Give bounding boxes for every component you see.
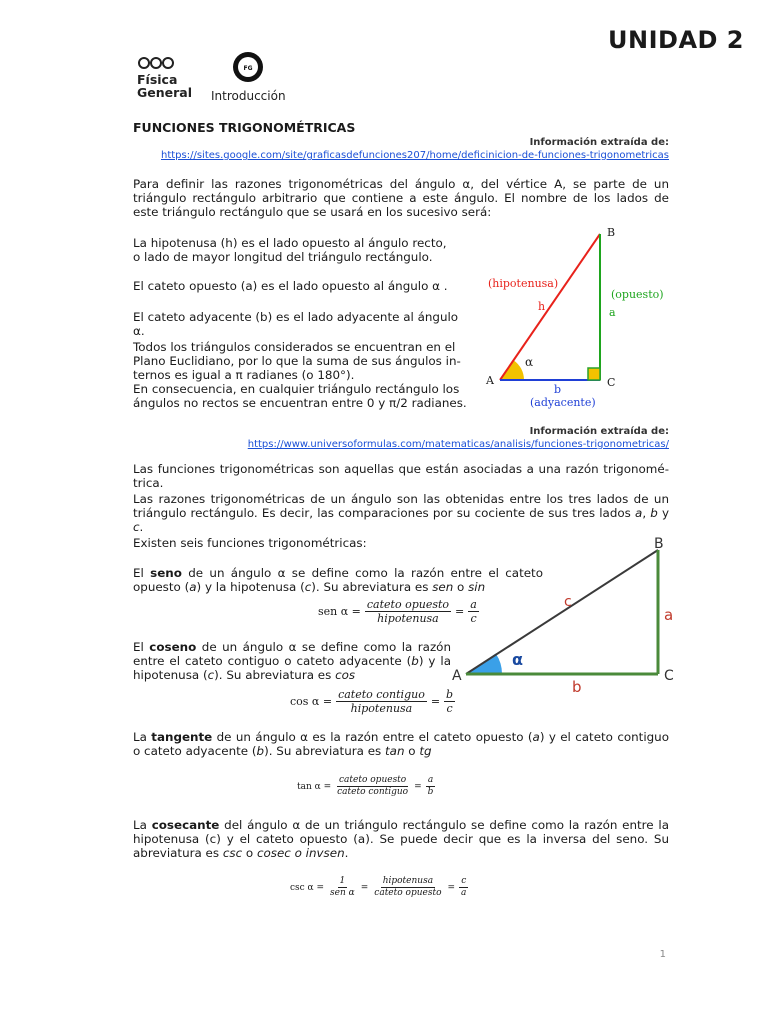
- equals: =: [430, 694, 441, 708]
- denominator: b: [427, 787, 434, 797]
- var: a: [532, 730, 540, 744]
- text: o: [242, 846, 257, 860]
- formula-lhs: tan α =: [297, 781, 332, 792]
- abbr: tg: [419, 744, 432, 758]
- denominator: sen α: [330, 888, 355, 898]
- sep: .: [139, 520, 144, 534]
- coseno-formula: [290, 688, 455, 715]
- denominator: hipotenusa: [377, 612, 439, 625]
- source-label-2: Información extraída de:: [529, 426, 669, 437]
- text: de un ángulo α es la razón entre el cateto opuesto (: [212, 730, 533, 744]
- alpha-label: α: [525, 355, 534, 369]
- formula-lhs: sen α =: [318, 604, 361, 618]
- euclid-line: ángulos no rectos se encuentran entre 0 y π/2 radianes.: [133, 396, 467, 410]
- numerator: cateto opuesto: [339, 775, 407, 785]
- denominator: c: [446, 702, 453, 715]
- text: La: [133, 730, 152, 744]
- euclid-line: Plano Euclidiano, por lo que la suma de sus ángulos in-: [133, 354, 461, 368]
- formula-lhs: csc α =: [290, 882, 325, 893]
- logo-line-2: General: [137, 85, 192, 100]
- denominator: c: [470, 612, 477, 625]
- text: El: [133, 640, 150, 654]
- triangle-figure-2: [452, 534, 682, 698]
- hipotenusa-line-2: o lado de mayor longitud del triángulo rectángulo.: [133, 250, 433, 264]
- euclid-line: ternos es igual a π radianes (o 180°).: [133, 368, 355, 382]
- function-name: coseno: [149, 640, 197, 654]
- page-number: 1: [659, 949, 666, 960]
- denominator: cateto opuesto: [374, 888, 442, 898]
- hypotenuse-line: [466, 550, 658, 674]
- right-angle-mark: [588, 368, 600, 380]
- text: de un ángulo α se define como la razón entre el cateto opuesto (: [133, 566, 543, 594]
- opposite-letter: a: [609, 306, 616, 319]
- euclid-line: En consecuencia, en cualquier triángulo rectángulo los: [133, 382, 460, 396]
- def-text: Las razones trigonométricas de un ángulo son las obtenidas entre los tres lados de un triángulo rectángulo. Es decir, las comparaciones por su cociente de sus tres lados: [133, 492, 669, 520]
- equals: =: [360, 882, 369, 893]
- cosecante-definition: [133, 818, 669, 860]
- unit-title: UNIDAD 2: [608, 26, 744, 54]
- text: ). Su abreviatura es: [214, 668, 336, 682]
- hipotenusa-line-1: La hipotenusa (h) es el lado opuesto al ángulo recto,: [133, 236, 447, 250]
- abbr: tan: [385, 744, 405, 758]
- side-a-label: a: [664, 606, 674, 624]
- denominator: a: [461, 888, 467, 898]
- side-c-label: c: [564, 594, 572, 610]
- definition-paragraph-2: [133, 492, 669, 534]
- cosecante-formula: [290, 876, 468, 899]
- logo-line-1: Física: [137, 72, 178, 87]
- fisica-general-logo-icon: [138, 56, 178, 70]
- opuesto-definition: El cateto opuesto (a) es el lado opuesto al ángulo α .: [133, 279, 448, 293]
- text: o: [404, 744, 420, 758]
- text: ). Su abreviatura es: [264, 744, 386, 758]
- abbr: cos: [335, 668, 356, 682]
- numerator: b: [446, 688, 454, 701]
- adyacente-definition: El cateto adyacente (b) es el lado adyacente al ángulo α.: [133, 310, 459, 338]
- euclid-paragraph: [133, 340, 473, 410]
- vertex-a-label: A: [486, 374, 494, 387]
- text: ) y la hipotenusa (: [196, 580, 305, 594]
- source-label: Información extraída de:: [529, 137, 669, 148]
- abbr: cosec o invsen: [256, 846, 345, 860]
- adjacent-letter: b: [554, 383, 562, 396]
- numerator: 1: [339, 876, 346, 886]
- coseno-definition: [133, 640, 451, 682]
- var: c: [207, 668, 215, 682]
- numerator: cateto contiguo: [338, 688, 425, 701]
- vertex-a-label: A: [452, 668, 462, 684]
- function-name: cosecante: [151, 818, 220, 832]
- numerator: hipotenusa: [382, 876, 434, 886]
- definition-paragraph-1: Las funciones trigonométricas son aquellas que están asociadas a una razón trigonomé-trica.: [133, 462, 669, 490]
- tangente-formula: [297, 775, 435, 798]
- var: c: [304, 580, 312, 594]
- source-link-2[interactable]: https://www.universoformulas.com/matematicas/analisis/funciones-trigonometricas/: [247, 439, 669, 450]
- abbr: csc: [222, 846, 243, 860]
- section-label: Introducción: [211, 89, 286, 103]
- alpha-label: α: [512, 650, 523, 669]
- vertex-b-label: B: [654, 536, 664, 552]
- numerator: c: [461, 876, 467, 886]
- fraction: [444, 688, 455, 715]
- text: o: [453, 580, 469, 594]
- denominator: cateto contiguo: [337, 787, 409, 797]
- fraction: [336, 688, 427, 715]
- text: ) y la hipotenusa (: [133, 654, 451, 682]
- euclid-line: Todos los triángulos considerados se encuentran en el: [133, 340, 456, 354]
- denominator: hipotenusa: [350, 702, 413, 715]
- equals: =: [447, 882, 456, 893]
- intro-paragraph: Para definir las razones trigonométricas del ángulo α, del vértice A, se parte de un triángulo rectángulo arbitrario que contiene a este ángulo. El nombre de los lados de este triángulo rectángulo que se usará en los sucesivo será:: [133, 177, 669, 219]
- var-b: b: [650, 506, 658, 520]
- six-functions-heading: Existen seis funciones trigonométricas:: [133, 536, 367, 550]
- fraction: [365, 598, 451, 625]
- hipotenusa-definition: [133, 236, 473, 264]
- formula-lhs: cos α =: [290, 694, 333, 708]
- text: ) y el cateto contiguo o cateto adyacente (: [133, 730, 669, 758]
- text: La: [133, 818, 152, 832]
- fg-badge-text: FG: [243, 65, 253, 72]
- text: de un ángulo α se define como la razón entre el cateto contiguo o cateto adyacente (: [133, 640, 451, 668]
- var: b: [411, 654, 419, 668]
- numerator: a: [427, 775, 434, 785]
- fraction: [426, 775, 436, 798]
- page-title: FUNCIONES TRIGONOMÉTRICAS: [133, 120, 356, 135]
- vertex-b-label: B: [607, 226, 616, 239]
- var-c: c: [133, 520, 140, 534]
- hypotenuse-letter: h: [538, 300, 546, 313]
- vertex-c-label: C: [607, 376, 616, 389]
- fg-badge-icon: [231, 50, 265, 84]
- text: El: [133, 566, 151, 580]
- abbr: sen: [432, 580, 454, 594]
- equals: =: [455, 604, 465, 618]
- hypotenuse-name: (hipotenusa): [488, 277, 559, 290]
- sep: ,: [642, 506, 651, 520]
- fraction: [459, 876, 468, 899]
- source-link[interactable]: https://sites.google.com/site/graficasdefunciones207/home/deficinicion-de-funciones-trigonometricas: [161, 150, 669, 161]
- text: ). Su abreviatura es: [311, 580, 433, 594]
- text: .: [344, 846, 349, 860]
- abbr: sin: [468, 580, 486, 594]
- vertex-c-label: C: [664, 668, 674, 684]
- fraction: [335, 775, 410, 798]
- function-name: seno: [150, 566, 182, 580]
- tangente-definition: [133, 730, 669, 758]
- var: a: [189, 580, 197, 594]
- sep: y: [657, 506, 669, 520]
- function-name: tangente: [151, 730, 213, 744]
- numerator: cateto opuesto: [366, 598, 450, 611]
- fraction: [328, 876, 357, 899]
- text: del ángulo α de un triángulo rectángulo se define como la razón entre la hipotenusa (c) y el cateto opuesto (a). Se puede decir que es la inversa del seno. Su abreviatura es: [133, 818, 669, 860]
- fraction: [372, 876, 443, 899]
- opposite-name: (opuesto): [611, 288, 664, 301]
- var: b: [256, 744, 265, 758]
- numerator: a: [470, 598, 477, 611]
- triangle-figure-1: [478, 220, 678, 412]
- side-b-label: b: [572, 678, 582, 696]
- var-a: a: [635, 506, 643, 520]
- logo-wordmark: [137, 73, 192, 99]
- adjacent-name: (adyacente): [530, 396, 596, 409]
- equals: =: [414, 781, 422, 792]
